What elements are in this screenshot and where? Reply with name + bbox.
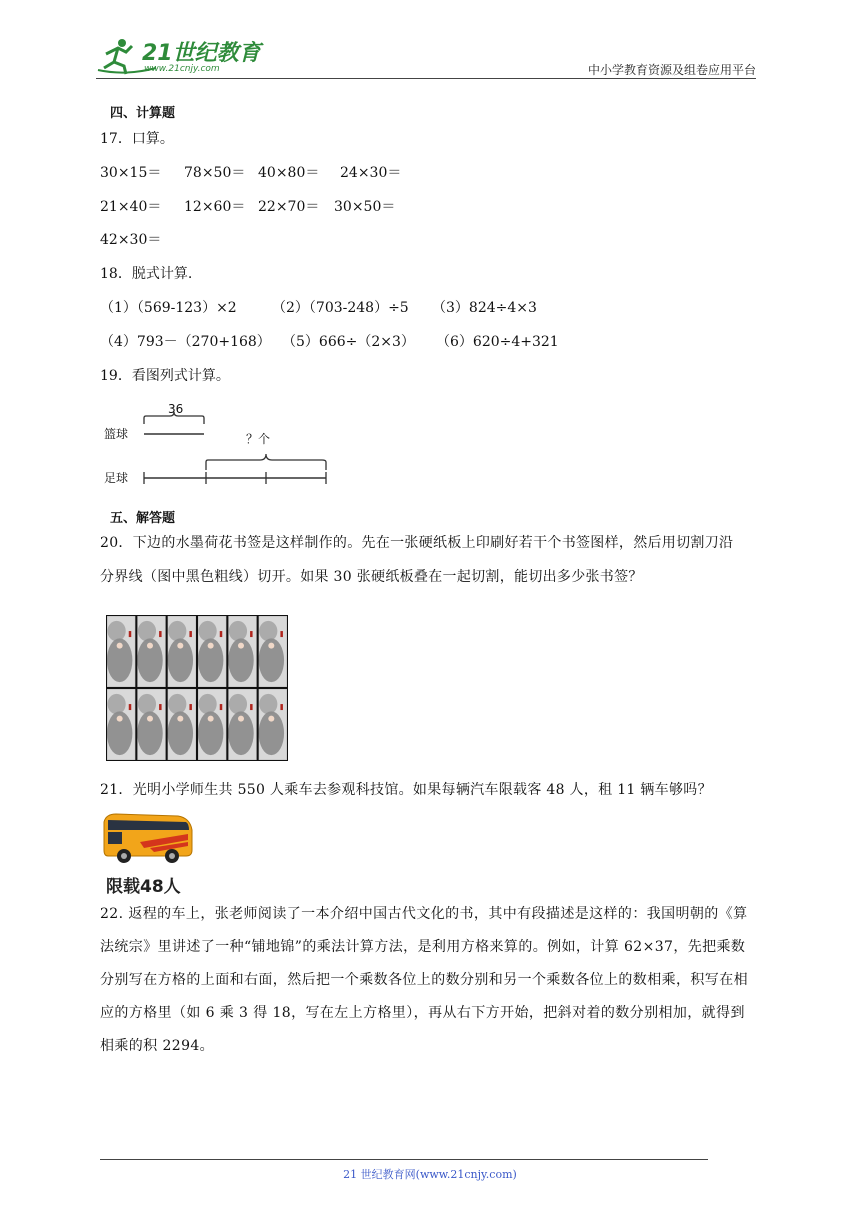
ball-diagram [100,398,340,490]
question-18-title: 18．脱式计算. [100,266,193,282]
oral-item: 21×40＝ [100,199,162,215]
expression-item: （1）（569-123）×2 [100,300,237,316]
logo-url: www.21cnjy.com [144,64,220,74]
lotus-bookmark-grid-icon [106,615,288,761]
expression-item: （4）793－（270+168） [100,334,271,350]
question-22-text: 22. 返程的车上，张老师阅读了一本介绍中国古代文化的书，其中有段描述是这样的：我国明朝的《算法统宗》里讲述了一种“铺地锦”的乘法计算方法，是利用方格来算的。例如，计算 62×37，先把乘数分别写在方格的上面和右面，然后把一个乘数各位上的数分别和另一个乘数各位上的数相乘，积写在相应的方格里（如 6 乘 3 得 18，写在左上方格里），再从右下方开始，把斜对着的数分别相加，就得到相乘的积 2294。 [100,906,748,1054]
bookmark-cell [259,617,287,687]
bookmark-cell [107,617,135,687]
bookmark-cell [168,617,196,687]
bus-capacity-caption: 限载48人 [106,877,181,897]
bracket-diagram-icon [100,398,340,490]
oral-item: 78×50＝ [184,165,246,181]
unknown-count-label: ？个 [246,432,271,446]
footer-text: 21 世纪教育网(www.21cnjy.com) [343,1168,517,1181]
header-divider [96,78,756,79]
expression-item: （6）620÷4+321 [436,334,559,350]
bookmark-cell [168,690,196,760]
oral-item: 12×60＝ [184,199,246,215]
question-20-line1: 20．下边的水墨荷花书签是这样制作的。先在一张硬纸板上印刷好若干个书签图样，然后用切割刀沿 [100,535,734,551]
question-19-title: 19．看图列式计算。 [100,368,230,384]
bus-image [100,812,194,866]
question-21-text: 21．光明小学师生共 550 人乘车去参观科技馆。如果每辆汽车限载客 48 人，租 11 辆车够吗？ [100,782,712,798]
basketball-count-label: 36 [168,402,184,416]
oral-item: 22×70＝ [258,199,320,215]
bookmark-cell [228,690,256,760]
oral-item: 40×80＝ [258,165,320,181]
section-title-calculation: 四、计算题 [110,106,176,121]
bookmark-cell [198,617,226,687]
bookmark-cell [137,617,165,687]
platform-name: 中小学教育资源及组卷应用平台 [587,63,756,77]
bookmark-cell [259,690,287,760]
bookmark-cell [107,690,135,760]
bus-icon [100,812,194,866]
site-logo [96,34,266,80]
question-17-title: 17．口算。 [100,131,174,147]
expression-item: （2）（703-248）÷5 [272,300,409,316]
oral-item: 30×50＝ [334,199,396,215]
football-label: 足球 [104,471,129,485]
bookmark-cell [198,690,226,760]
footer-divider [100,1159,708,1160]
basketball-label: 篮球 [104,427,129,441]
question-20-line2: 分界线（图中黑色粗线）切开。如果 30 张硬纸板叠在一起切割，能切出多少张书签？ [100,569,643,585]
expression-item: （5）666÷（2×3） [282,334,415,350]
oral-item: 42×30＝ [100,232,162,248]
section-title-word-problems: 五、解答题 [110,511,176,526]
bookmark-cell [228,617,256,687]
logo-text: 21世纪教育 [142,41,261,66]
bookmark-sheet-image [106,615,288,761]
bookmark-cell [137,690,165,760]
oral-item: 24×30＝ [340,165,402,181]
expression-item: （3）824÷4×3 [432,300,537,316]
oral-item: 30×15＝ [100,165,162,181]
